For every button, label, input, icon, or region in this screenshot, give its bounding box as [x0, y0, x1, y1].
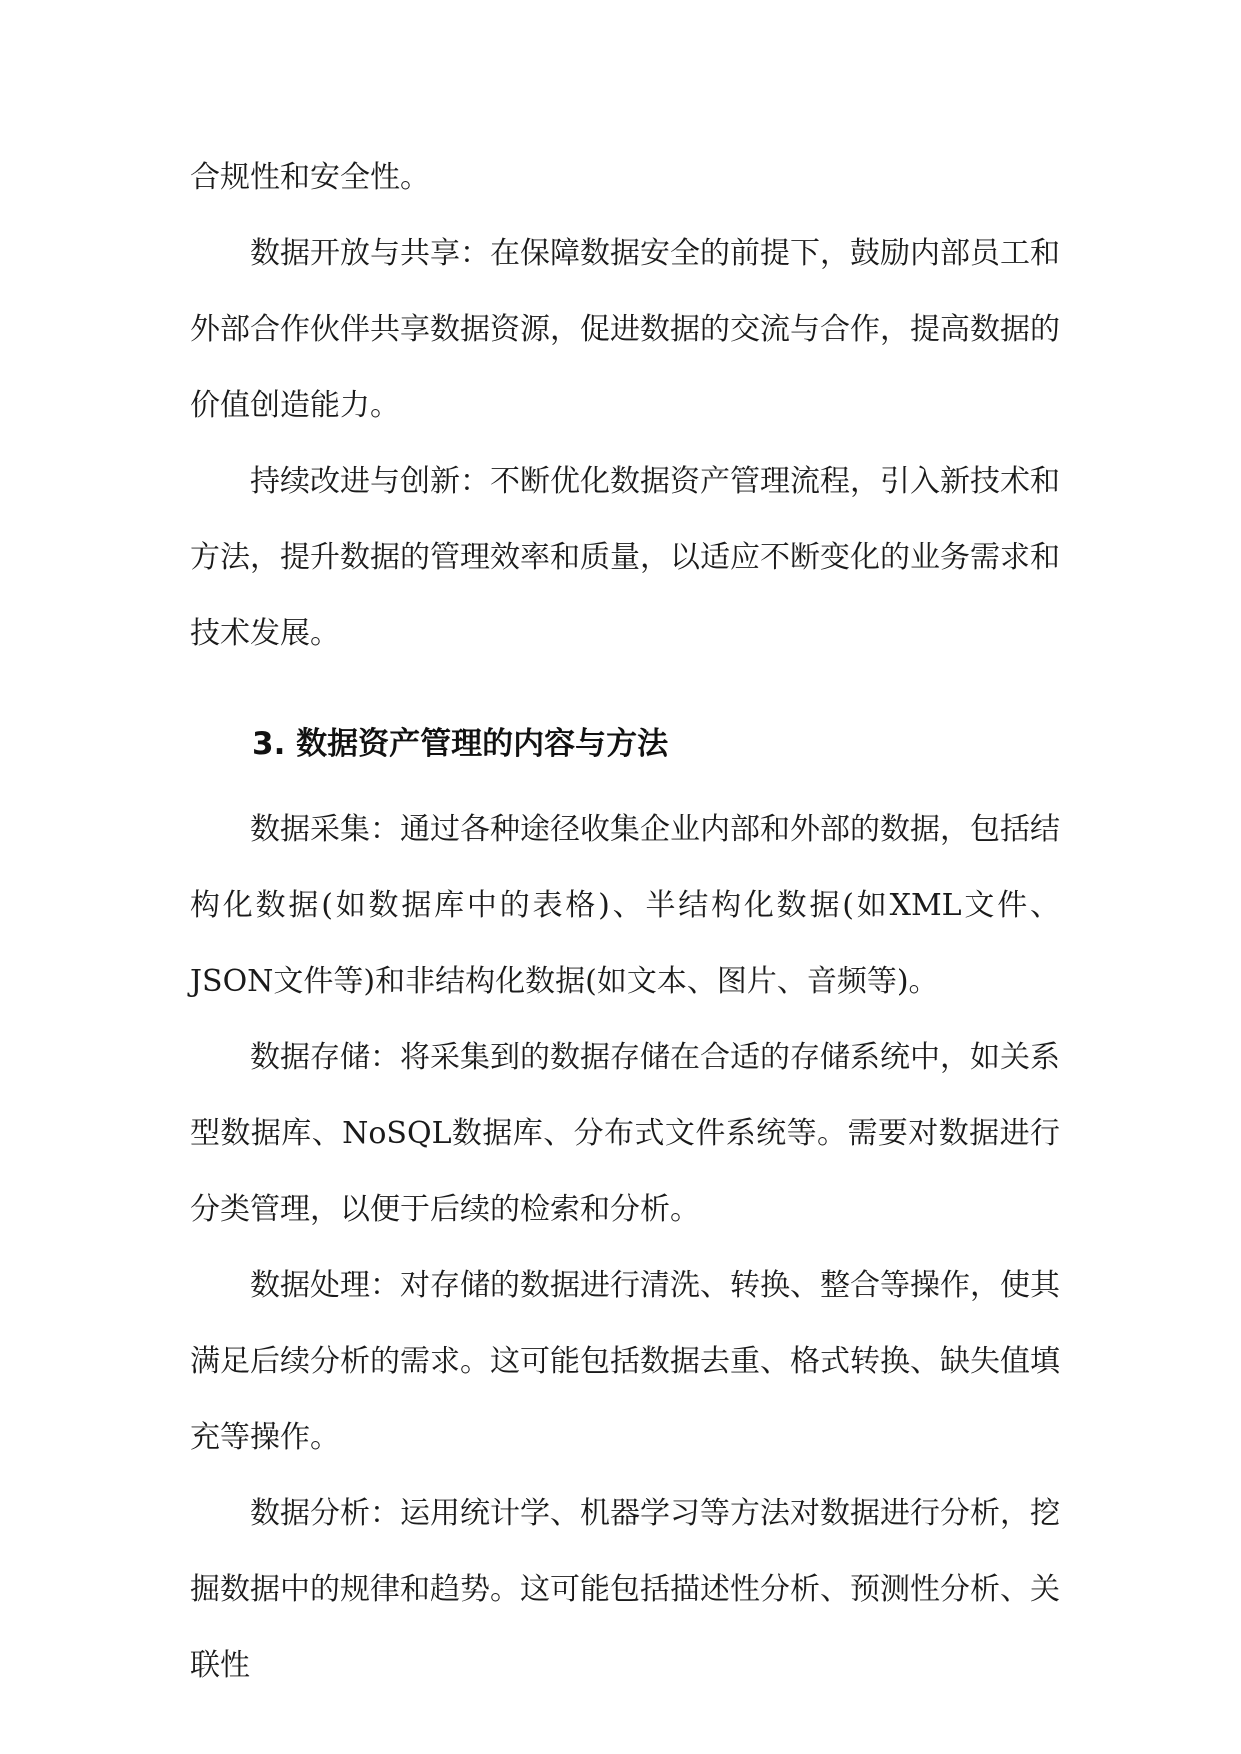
paragraph-continuous-improvement: 持续改进与创新：不断优化数据资产管理流程，引入新技术和方法，提升数据的管理效率和质量，以适应不断变化的业务需求和技术发展。: [190, 464, 1060, 651]
paragraph-data-collection: 数据采集：通过各种途径收集企业内部和外部的数据，包括结构化数据(如数据库中的表格)、半结构化数据(如XML文件、JSON文件等)和非结构化数据(如文本、图片、音频等)。: [190, 812, 1060, 999]
page-content: [190, 140, 1060, 1704]
paragraph-data-openness-sharing: 数据开放与共享：在保障数据安全的前提下，鼓励内部员工和外部合作伙伴共享数据资源，促进数据的交流与合作，提高数据的价值创造能力。: [190, 236, 1060, 423]
paragraph-data-processing: 数据处理：对存储的数据进行清洗、转换、整合等操作，使其满足后续分析的需求。这可能包括数据去重、格式转换、缺失值填充等操作。: [190, 1268, 1060, 1455]
paragraph-data-analysis: 数据分析：运用统计学、机器学习等方法对数据进行分析，挖掘数据中的规律和趋势。这可能包括描述性分析、预测性分析、关联性: [190, 1496, 1060, 1683]
section-heading: 3. 数据资产管理的内容与方法: [252, 726, 669, 762]
paragraph-data-storage: 数据存储：将采集到的数据存储在合适的存储系统中，如关系型数据库、NoSQL数据库、分布式文件系统等。需要对数据进行分类管理，以便于后续的检索和分析。: [190, 1040, 1060, 1227]
paragraph-continuation: 合规性和安全性。: [190, 160, 430, 195]
